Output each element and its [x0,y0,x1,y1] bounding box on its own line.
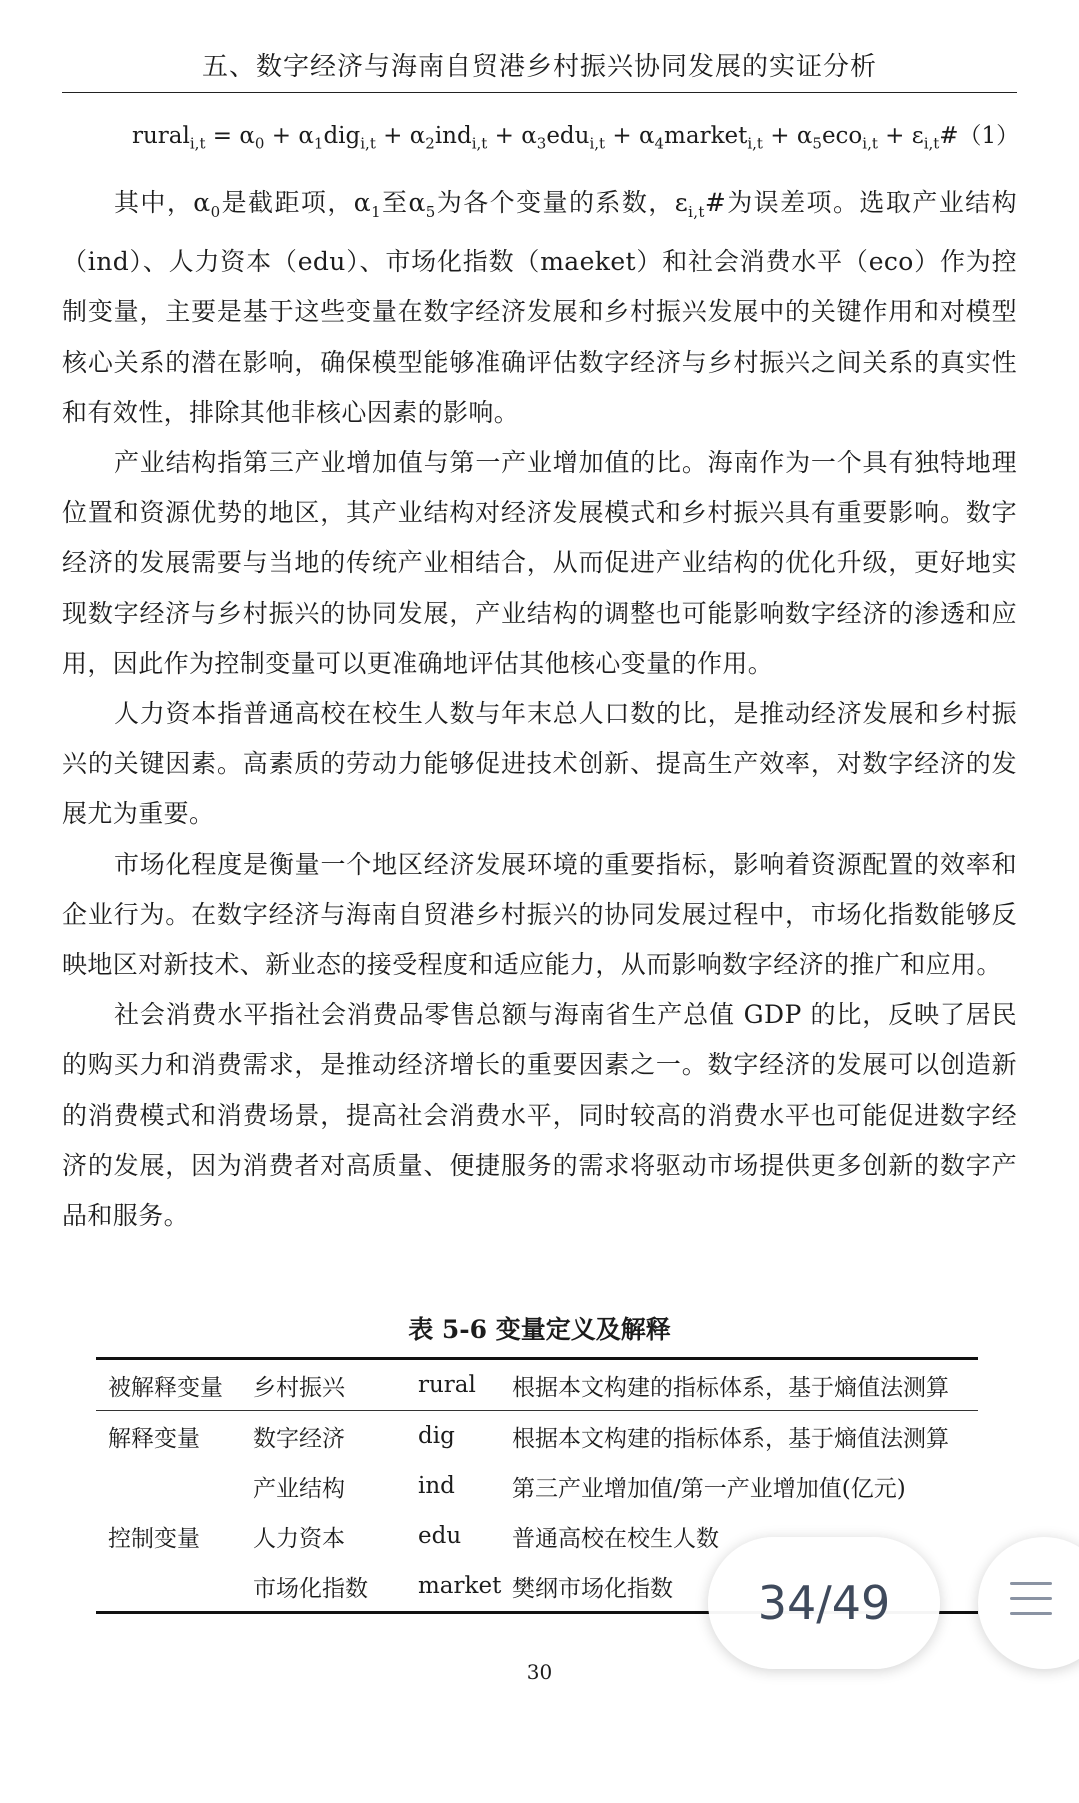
table-row: 解释变量 数字经济 dig 根据本文构建的指标体系，基于熵值法测算 [108,1423,949,1452]
table-row: 被解释变量 乡村振兴 rural 根据本文构建的指标体系，基于熵值法测算 [108,1372,949,1401]
menu-button[interactable] [978,1537,1079,1669]
regression-equation: rural$_{i,t}$ = $\alpha_0 + \alpha_1dig_{i,t} + \alpha_2ind_{i,t} + \alpha_3edu_{i,t}$ + $\alpha_4market_{i,t} + \alpha_5eco_{i,t}$ + $\varepsilon_{i,t}\#(1)$ [132,123,1020,153]
header-rule [62,92,1017,93]
table-row: 产业结构 ind 第三产业增加值/第一产业增加值(亿元) [253,1473,906,1502]
paragraph-industry-structure: 产业结构指第三产业增加值与第一产业增加值的比。海南作为一个具有独特地理位置和资源优势的地区，其产业结构对经济发展模式和乡村振兴具有重要影响。数字经济的发展需要与当地的传统产业相结合，从而促进产业结构的优化升级，更好地实现数字经济与乡村振兴的协同发展，产业结构的调整也可能影响数字经济的渗透和应用，因此作为控制变量可以更准确地评估其他核心变量的作用。 [62,448,1017,678]
hamburger-menu-icon [1010,1582,1052,1622]
body-text [62,178,1017,1241]
running-header: 五、数字经济与海南自贸港乡村振兴协同发展的实证分析 [201,52,877,82]
table-caption: 表 5-6 变量定义及解释 [408,1315,671,1344]
table-row: 控制变量 人力资本 edu 普通高校在校生人数 [108,1523,719,1552]
paragraph-consumption: 社会消费水平指社会消费品零售总额与海南省生产总值 GDP 的比，反映了居民的购买力和消费需求，是推动经济增长的重要因素之一。数字经济的发展可以创造新的消费模式和消费场景，提高社会消费水平，同时较高的消费水平也可能促进数字经济的发展，因为消费者对高质量、便捷服务的需求将驱动市场提供更多创新的数字产品和服务。 [62,1000,1017,1231]
paragraph-control-variables: 其中，$\alpha_0$是截距项，$\alpha_1$至$\alpha_5$为各个变量的系数，$\varepsilon_{i,t}\#$为误差项。选取产业结构（ind）、人力资本（edu）、市场化指数（maeket）和社会消费水平（eco）作为控制变量，主要是基于这些变量在数字经济发展和乡村振兴发展中的关键作用和对模型核心关系的潜在影响，确保模型能够准确评估数字经济与乡村振兴之间关系的真实性和有效性，排除其他非核心因素的影响。 [62,188,1018,427]
page-number: 30 [526,1660,553,1684]
paragraph-marketization: 市场化程度是衡量一个地区经济发展环境的重要指标，影响着资源配置的效率和企业行为。在数字经济与海南自贸港乡村振兴的协同发展过程中，市场化指数能够反映地区对新技术、新业态的接受程度和适应能力，从而影响数字经济的推广和应用。 [62,849,1017,980]
page-indicator[interactable]: 34/49 [708,1537,940,1669]
table-row: 市场化指数 market 樊纲市场化指数 [253,1573,673,1602]
paragraph-human-capital: 人力资本指普通高校在校生人数与年末总人口数的比，是推动经济发展和乡村振兴的关键因素。高素质的劳动力能够促进技术创新、提高生产效率，对数字经济的发展尤为重要。 [62,699,1017,829]
